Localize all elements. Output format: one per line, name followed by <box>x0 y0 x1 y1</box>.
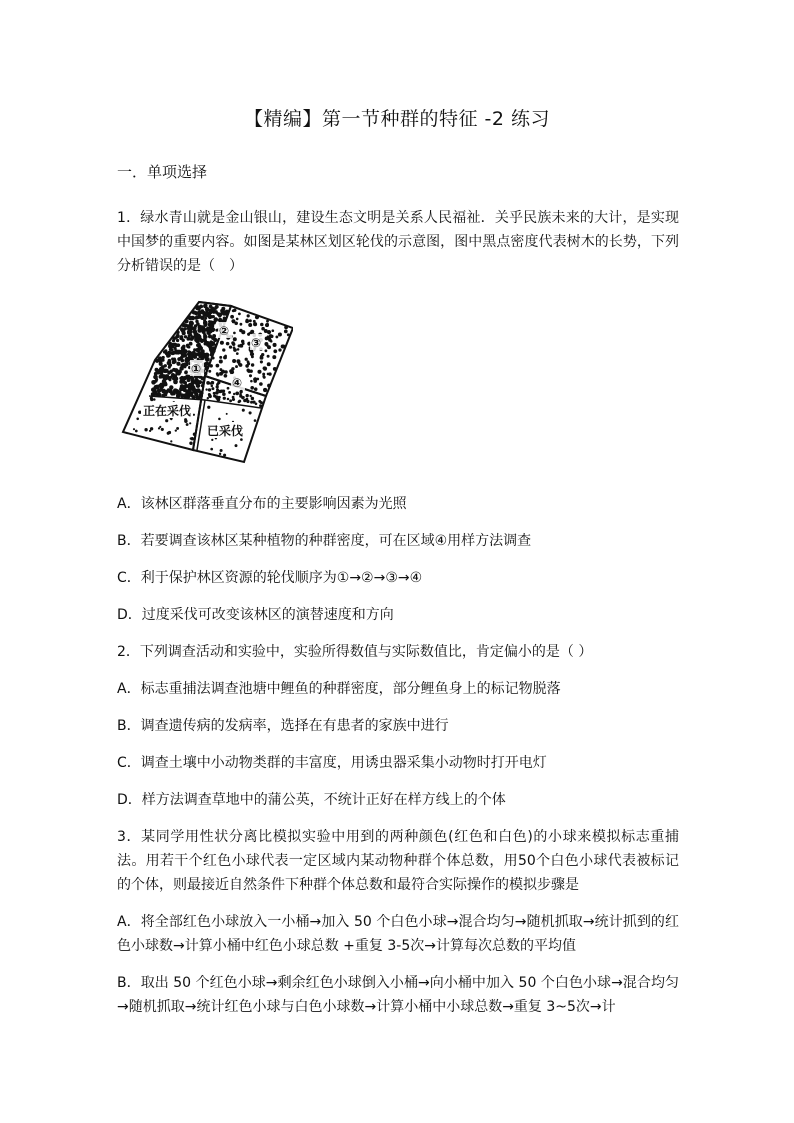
tree-dot <box>230 315 234 319</box>
question-2-option-a: A．标志重捕法调查池塘中鲤鱼的种群密度，部分鲤鱼身上的标记物脱落 <box>117 681 561 697</box>
tree-dot <box>227 387 230 390</box>
tree-dot <box>210 448 213 451</box>
tree-dot <box>192 326 196 330</box>
tree-dot <box>268 372 271 375</box>
tree-dot <box>233 337 237 341</box>
tree-dot <box>234 309 237 312</box>
tree-dot <box>250 380 253 383</box>
tree-dot <box>180 335 183 338</box>
tree-dot <box>182 339 185 342</box>
tree-dot <box>249 395 251 397</box>
tree-dot <box>196 315 200 319</box>
tree-dot <box>232 343 235 346</box>
tree-dot <box>233 346 236 349</box>
question-3-stem: 3．某同学用性状分离比模拟实验中用到的两种颜色(红色和白色)的小球来模拟标志重捕法。用若干个红色小球代表一定区域内某动物种群个体总数，用50个白色小球代表被标记的个体，则最接近自然条件下种群个体总数和最符合实际操作的模拟步骤是 <box>117 829 679 893</box>
tree-dot <box>184 327 187 330</box>
tree-dot <box>245 358 248 361</box>
tree-dot <box>151 388 156 393</box>
tree-dot <box>207 406 210 409</box>
tree-dot <box>224 355 227 358</box>
tree-dot <box>173 357 176 360</box>
tree-dot <box>253 377 257 381</box>
tree-dot <box>265 323 269 327</box>
tree-dot <box>219 453 221 455</box>
tree-dot <box>168 389 173 394</box>
tree-dot <box>177 390 182 395</box>
tree-dot <box>168 431 171 434</box>
tree-dot <box>189 342 193 346</box>
tree-dot <box>211 387 214 390</box>
label-1: ① <box>191 362 202 376</box>
tree-dot <box>250 330 254 334</box>
tree-dot <box>189 330 193 334</box>
tree-dot <box>226 413 228 415</box>
tree-dot <box>222 348 225 351</box>
tree-dot <box>273 343 277 347</box>
tree-dot <box>189 422 191 424</box>
tree-dot <box>262 375 265 378</box>
tree-dot <box>166 354 170 358</box>
tree-dot <box>250 386 254 390</box>
tree-dot <box>171 373 175 377</box>
tree-dot <box>232 320 235 323</box>
tree-dot <box>227 398 230 401</box>
tree-dot <box>240 438 243 441</box>
tree-dot <box>220 341 224 345</box>
tree-dot <box>182 345 186 349</box>
label-4: ④ <box>232 376 243 390</box>
tree-dot <box>186 423 189 426</box>
tree-dot <box>187 326 191 330</box>
tree-dot <box>233 393 235 395</box>
tree-dot <box>191 384 194 387</box>
tree-dot <box>199 305 203 309</box>
tree-dot <box>249 319 252 322</box>
tree-dot <box>161 428 164 431</box>
tree-dot <box>235 444 238 447</box>
question-2-option-d: D．样方法调查草地中的蒲公英，不统计正好在样方线上的个体 <box>117 792 506 808</box>
tree-dot <box>284 330 288 334</box>
tree-dot <box>135 430 138 433</box>
tree-dot <box>211 381 215 385</box>
page-title: 【精编】第一节种群的特征 -2 练习 <box>243 108 551 130</box>
tree-dot <box>173 378 176 381</box>
tree-dot <box>219 356 222 359</box>
tree-dot <box>179 351 182 354</box>
tree-dot <box>240 323 243 326</box>
tree-dot <box>160 368 163 371</box>
tree-dot <box>247 362 250 365</box>
forest-rotation-diagram <box>121 300 293 466</box>
tree-dot <box>209 320 212 323</box>
tree-dot <box>215 391 219 395</box>
tree-dot <box>253 322 257 326</box>
tree-dot <box>159 375 163 379</box>
tree-dot <box>222 312 226 316</box>
tree-dot <box>224 374 228 378</box>
tree-dot <box>188 390 192 394</box>
tree-dot <box>205 307 210 312</box>
tree-dot <box>170 348 173 351</box>
tree-dot <box>181 380 185 384</box>
tree-dot <box>212 334 216 338</box>
tree-dot <box>239 393 242 396</box>
label-2: ② <box>219 324 230 338</box>
tree-dot <box>222 392 226 396</box>
tree-dot <box>271 329 274 332</box>
tree-dot <box>213 392 216 395</box>
tree-dot <box>229 399 232 402</box>
tree-dot <box>206 381 210 385</box>
tree-dot <box>150 397 153 400</box>
tree-dot <box>203 323 207 327</box>
tree-dot <box>198 345 202 349</box>
tree-dot <box>218 318 223 323</box>
tree-dot <box>267 355 270 358</box>
tree-dot <box>231 367 234 370</box>
tree-dot <box>159 359 163 363</box>
tree-dot <box>173 351 176 354</box>
tree-dot <box>208 315 211 318</box>
tree-dot <box>218 418 221 421</box>
tree-dot <box>204 317 207 320</box>
tree-dot <box>183 349 187 353</box>
tree-dot <box>215 395 218 398</box>
tree-dot <box>189 441 192 444</box>
tree-dot <box>275 335 278 338</box>
tree-dot <box>254 387 258 391</box>
tree-dot <box>163 382 166 385</box>
tree-dot <box>181 330 185 334</box>
tree-dot <box>168 345 171 348</box>
tree-dot <box>218 313 222 317</box>
tree-dot <box>241 330 245 334</box>
tree-dot <box>235 392 239 396</box>
tree-dot <box>158 383 162 387</box>
tree-dot <box>221 307 225 311</box>
tree-dot <box>228 391 231 394</box>
label-3: ③ <box>251 336 262 350</box>
label-cutting: 正在采伐 <box>143 404 192 418</box>
tree-dot <box>208 334 212 338</box>
tree-dot <box>158 427 160 429</box>
tree-dot <box>251 355 254 358</box>
tree-dot <box>171 343 174 346</box>
tree-dot <box>220 389 223 392</box>
tree-dot <box>229 345 232 348</box>
tree-dot <box>259 382 263 386</box>
tree-dot <box>251 397 254 400</box>
tree-dot <box>190 377 194 381</box>
tree-dot <box>189 355 193 359</box>
tree-dot <box>261 327 265 331</box>
tree-dot <box>267 330 271 334</box>
tree-dot <box>177 362 180 365</box>
question-2-stem: 2．下列调查活动和实验中，实验所得数值与实际数值比，肯定偏小的是（ ） <box>117 644 593 660</box>
tree-dot <box>213 308 216 311</box>
tree-dot <box>173 347 176 350</box>
tree-dot <box>186 345 189 348</box>
tree-dot <box>223 397 226 400</box>
tree-dot <box>236 318 239 321</box>
forest-rotation-figure <box>121 300 293 466</box>
tree-dot <box>248 323 252 327</box>
question-3-option-a: A．将全部红色小球放入一小桶→加入 50 个白色小球→混合均匀→随机抓取→统计抓到的红色小球数→计算小桶中红色小球总数 +重复 3-5次→计算每次总数的平均值 <box>117 914 679 954</box>
tree-dot <box>165 419 168 422</box>
tree-dot <box>194 392 198 396</box>
tree-dot <box>170 440 172 442</box>
question-3-option-b: B．取出 50 个红色小球→剩余红色小球倒入小桶→向小桶中加入 50 个白色小球→混合均匀→随机抓取→统计红色小球与白色小球数→计算小桶中小球总数→重复 3~5次→计 <box>117 975 679 1015</box>
tree-dot <box>270 340 273 343</box>
tree-dot <box>180 376 183 379</box>
tree-dot <box>233 332 236 335</box>
tree-dot <box>187 350 190 353</box>
tree-dot <box>184 420 187 423</box>
tree-dot <box>261 353 264 356</box>
tree-dot <box>221 370 225 374</box>
tree-dot <box>216 374 219 377</box>
tree-dot <box>239 344 243 348</box>
tree-dot <box>168 377 171 380</box>
tree-dot <box>226 342 230 346</box>
tree-dot <box>269 334 272 337</box>
tree-dot <box>238 400 241 403</box>
tree-dot <box>208 370 211 373</box>
tree-dot <box>176 343 180 347</box>
tree-dot <box>257 370 261 374</box>
tree-dot <box>246 368 250 372</box>
tree-dot <box>219 359 223 363</box>
tree-dot <box>168 363 172 367</box>
tree-dot <box>190 437 192 439</box>
question-1-option-a: A．该林区群落垂直分布的主要影响因素为光照 <box>117 496 407 512</box>
tree-dot <box>180 386 184 390</box>
tree-dot <box>252 400 255 403</box>
tree-dot <box>186 359 190 363</box>
tree-dot <box>241 340 245 344</box>
tree-dot <box>195 320 198 323</box>
tree-dot <box>209 305 213 309</box>
tree-dot <box>198 325 202 329</box>
tree-dot <box>133 428 135 430</box>
tree-dot <box>191 335 195 339</box>
tree-dot <box>211 385 214 388</box>
tree-dot <box>200 316 205 321</box>
tree-dot <box>208 388 211 391</box>
tree-dot <box>234 322 238 326</box>
tree-dot <box>192 351 196 355</box>
tree-dot <box>200 351 203 354</box>
tree-dot <box>211 439 213 441</box>
tree-dot <box>251 363 254 366</box>
question-1-option-c: C．利于保护林区资源的轮伐顺序为①→②→③→④ <box>117 570 423 586</box>
tree-dot <box>249 411 252 414</box>
tree-dot <box>220 449 223 452</box>
tree-dot <box>246 319 249 322</box>
question-1-option-b: B．若要调查该林区某种植物的种群密度，可在区域④用样方法调查 <box>117 533 532 549</box>
tree-dot <box>163 350 166 353</box>
tree-dot <box>260 323 264 327</box>
tree-dot <box>169 370 173 374</box>
tree-dot <box>265 349 268 352</box>
tree-dot <box>144 428 147 431</box>
tree-dot <box>266 344 269 347</box>
tree-dot <box>150 427 153 430</box>
tree-dot <box>246 394 249 397</box>
tree-dot <box>187 385 191 389</box>
question-1-option-d: D．过度采伐可改变该林区的演替速度和方向 <box>117 607 394 623</box>
tree-dot <box>236 352 239 355</box>
tree-dot <box>273 349 277 353</box>
tree-dot <box>207 327 210 330</box>
tree-dot <box>205 388 207 390</box>
tree-dot <box>209 395 212 398</box>
question-2-option-b: B．调查遗传病的发病率，选择在有患者的家族中进行 <box>117 718 449 734</box>
tree-dot <box>203 339 207 343</box>
tree-dot <box>278 332 282 336</box>
tree-dot <box>203 333 206 336</box>
tree-dot <box>235 365 238 368</box>
tree-dot <box>176 427 179 430</box>
tree-dot <box>155 369 159 373</box>
tree-dot <box>247 333 250 336</box>
tree-dot <box>155 378 158 381</box>
tree-dot <box>253 320 256 323</box>
tree-dot <box>242 409 245 412</box>
tree-dot <box>265 336 269 340</box>
question-1-stem: 1．绿水青山就是金山银山，建设生态文明是关系人民福祉．关乎民族未来的大计，是实现中国梦的重要内容。如图是某林区划区轮伐的示意图，图中黑点密度代表树木的长势，下列分析错误的是（ ） <box>117 210 679 274</box>
tree-dot <box>232 359 236 363</box>
tree-dot <box>183 363 188 368</box>
label-cut: 已采伐 <box>207 424 244 438</box>
tree-dot <box>170 418 172 420</box>
tree-dot <box>249 374 252 377</box>
tree-dot <box>196 381 200 385</box>
tree-dot <box>187 378 191 382</box>
tree-dot <box>162 356 165 359</box>
tree-dot <box>205 353 210 358</box>
tree-dot <box>278 348 281 351</box>
tree-dot <box>180 358 183 361</box>
section-heading: 一．单项选择 <box>117 163 208 181</box>
tree-dot <box>260 360 263 363</box>
tree-dot <box>184 371 187 374</box>
tree-dot <box>193 354 196 357</box>
tree-dot <box>180 367 183 370</box>
tree-dot <box>193 414 195 416</box>
tree-dot <box>184 335 187 338</box>
tree-dot <box>258 400 261 403</box>
tree-dot <box>230 371 234 375</box>
question-2-option-c: C．调查土壤中小动物类群的丰富度，用诱虫器采集小动物时打开电灯 <box>117 755 547 771</box>
tree-dot <box>207 397 209 399</box>
tree-dot <box>263 367 266 370</box>
tree-dot <box>238 313 241 316</box>
tree-dot <box>247 314 250 317</box>
tree-dot <box>267 362 271 366</box>
tree-dot <box>136 418 139 421</box>
tree-dot <box>232 398 235 401</box>
tree-dot <box>272 355 276 359</box>
tree-dot <box>175 429 177 431</box>
tree-dot <box>263 388 267 392</box>
tree-dot <box>163 378 167 382</box>
tree-dot <box>176 334 180 338</box>
tree-dot <box>237 348 240 351</box>
tree-dot <box>176 339 179 342</box>
tree-dot <box>195 338 200 343</box>
tree-dot <box>246 398 249 401</box>
tree-dot <box>218 396 221 399</box>
tree-dot <box>159 388 162 391</box>
tree-dot <box>238 363 241 366</box>
tree-dot <box>216 364 220 368</box>
tree-dot <box>254 419 257 422</box>
